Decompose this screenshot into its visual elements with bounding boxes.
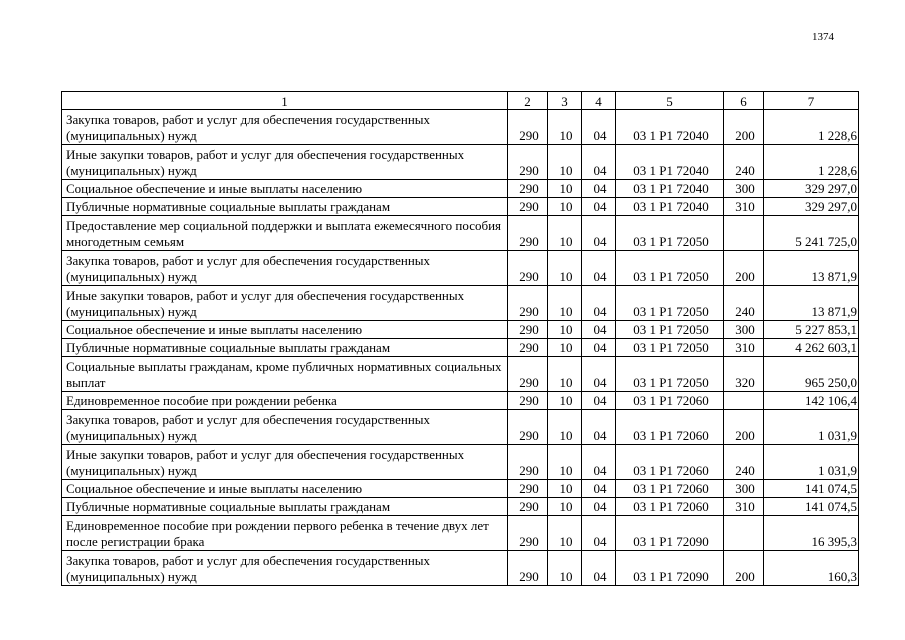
row-code-cell: 290 (508, 516, 548, 551)
table-row (62, 198, 859, 216)
row-code-cell: 290 (508, 551, 548, 586)
table-row (62, 392, 859, 410)
row-expense-type-cell (724, 392, 764, 410)
row-code-cell: 290 (508, 251, 548, 286)
row-subsection-cell: 04 (582, 516, 616, 551)
table-row (62, 516, 859, 551)
row-target-article-cell: 03 1 P1 72040 (616, 145, 724, 180)
table-row (62, 110, 859, 145)
row-code-cell: 290 (508, 392, 548, 410)
table-row (62, 551, 859, 586)
row-section-cell: 10 (548, 498, 582, 516)
row-expense-type-cell: 300 (724, 321, 764, 339)
row-subsection-cell: 04 (582, 410, 616, 445)
row-name-cell: Социальные выплаты гражданам, кроме публичных нормативных социальных выплат (62, 357, 508, 392)
row-code-cell: 290 (508, 339, 548, 357)
row-amount-cell: 141 074,5 (764, 480, 859, 498)
row-name-cell: Социальное обеспечение и иные выплаты населению (62, 321, 508, 339)
row-amount-cell: 1 228,6 (764, 110, 859, 145)
row-amount-cell: 142 106,4 (764, 392, 859, 410)
row-target-article-cell: 03 1 P1 72040 (616, 180, 724, 198)
row-section-cell: 10 (548, 516, 582, 551)
table-row (62, 480, 859, 498)
row-name-cell: Публичные нормативные социальные выплаты гражданам (62, 498, 508, 516)
row-subsection-cell: 04 (582, 145, 616, 180)
row-name-cell: Закупка товаров, работ и услуг для обеспечения государственных (муниципальных) нужд (62, 251, 508, 286)
row-expense-type-cell: 310 (724, 339, 764, 357)
row-amount-cell: 141 074,5 (764, 498, 859, 516)
row-amount-cell: 13 871,9 (764, 286, 859, 321)
row-name-cell: Социальное обеспечение и иные выплаты населению (62, 480, 508, 498)
row-code-cell: 290 (508, 445, 548, 480)
row-expense-type-cell (724, 516, 764, 551)
row-section-cell: 10 (548, 216, 582, 251)
table-row (62, 339, 859, 357)
row-amount-cell: 5 241 725,0 (764, 216, 859, 251)
table-row (62, 410, 859, 445)
row-amount-cell: 1 228,6 (764, 145, 859, 180)
row-name-cell: Социальное обеспечение и иные выплаты населению (62, 180, 508, 198)
row-target-article-cell: 03 1 P1 72050 (616, 339, 724, 357)
row-target-article-cell: 03 1 P1 72050 (616, 357, 724, 392)
row-amount-cell: 1 031,9 (764, 410, 859, 445)
row-subsection-cell: 04 (582, 180, 616, 198)
header-row (62, 92, 859, 110)
column-header: 4 (582, 92, 616, 110)
column-header: 1 (62, 92, 508, 110)
row-subsection-cell: 04 (582, 321, 616, 339)
row-subsection-cell: 04 (582, 110, 616, 145)
table-row (62, 498, 859, 516)
row-section-cell: 10 (548, 551, 582, 586)
row-amount-cell: 16 395,3 (764, 516, 859, 551)
row-section-cell: 10 (548, 321, 582, 339)
row-name-cell: Иные закупки товаров, работ и услуг для обеспечения государственных (муниципальных) нужд (62, 145, 508, 180)
row-section-cell: 10 (548, 392, 582, 410)
budget-table (61, 91, 859, 586)
row-subsection-cell: 04 (582, 339, 616, 357)
row-code-cell: 290 (508, 498, 548, 516)
column-header: 3 (548, 92, 582, 110)
row-expense-type-cell: 310 (724, 198, 764, 216)
row-target-article-cell: 03 1 P1 72040 (616, 110, 724, 145)
row-subsection-cell: 04 (582, 551, 616, 586)
row-amount-cell: 4 262 603,1 (764, 339, 859, 357)
row-amount-cell: 13 871,9 (764, 251, 859, 286)
row-name-cell: Публичные нормативные социальные выплаты гражданам (62, 339, 508, 357)
row-name-cell: Публичные нормативные социальные выплаты гражданам (62, 198, 508, 216)
row-target-article-cell: 03 1 P1 72060 (616, 445, 724, 480)
row-subsection-cell: 04 (582, 251, 616, 286)
row-section-cell: 10 (548, 251, 582, 286)
row-code-cell: 290 (508, 198, 548, 216)
row-code-cell: 290 (508, 216, 548, 251)
row-section-cell: 10 (548, 180, 582, 198)
row-section-cell: 10 (548, 357, 582, 392)
row-code-cell: 290 (508, 410, 548, 445)
row-subsection-cell: 04 (582, 498, 616, 516)
row-target-article-cell: 03 1 P1 72050 (616, 251, 724, 286)
table-row (62, 251, 859, 286)
row-subsection-cell: 04 (582, 216, 616, 251)
table-row (62, 357, 859, 392)
row-expense-type-cell (724, 216, 764, 251)
table-row (62, 445, 859, 480)
row-code-cell: 290 (508, 357, 548, 392)
row-amount-cell: 1 031,9 (764, 445, 859, 480)
row-name-cell: Иные закупки товаров, работ и услуг для обеспечения государственных (муниципальных) нужд (62, 286, 508, 321)
row-name-cell: Единовременное пособие при рождении ребенка (62, 392, 508, 410)
row-expense-type-cell: 200 (724, 110, 764, 145)
row-name-cell: Иные закупки товаров, работ и услуг для обеспечения государственных (муниципальных) нужд (62, 445, 508, 480)
row-amount-cell: 965 250,0 (764, 357, 859, 392)
row-expense-type-cell: 240 (724, 445, 764, 480)
page-number: 1374 (812, 31, 834, 43)
row-expense-type-cell: 300 (724, 180, 764, 198)
table-row (62, 321, 859, 339)
row-name-cell: Закупка товаров, работ и услуг для обеспечения государственных (муниципальных) нужд (62, 110, 508, 145)
column-header: 5 (616, 92, 724, 110)
row-section-cell: 10 (548, 339, 582, 357)
table-row (62, 145, 859, 180)
row-subsection-cell: 04 (582, 286, 616, 321)
row-target-article-cell: 03 1 P1 72040 (616, 198, 724, 216)
row-subsection-cell: 04 (582, 480, 616, 498)
row-code-cell: 290 (508, 145, 548, 180)
row-name-cell: Закупка товаров, работ и услуг для обеспечения государственных (муниципальных) нужд (62, 410, 508, 445)
column-header: 2 (508, 92, 548, 110)
row-code-cell: 290 (508, 110, 548, 145)
row-section-cell: 10 (548, 410, 582, 445)
table-row (62, 286, 859, 321)
row-target-article-cell: 03 1 P1 72060 (616, 392, 724, 410)
column-header: 7 (764, 92, 859, 110)
row-target-article-cell: 03 1 P1 72060 (616, 410, 724, 445)
row-target-article-cell: 03 1 P1 72050 (616, 286, 724, 321)
row-target-article-cell: 03 1 P1 72060 (616, 480, 724, 498)
row-target-article-cell: 03 1 P1 72050 (616, 216, 724, 251)
row-target-article-cell: 03 1 P1 72050 (616, 321, 724, 339)
row-name-cell: Единовременное пособие при рождении первого ребенка в течение двух лет после регистрации брака (62, 516, 508, 551)
row-code-cell: 290 (508, 480, 548, 498)
row-section-cell: 10 (548, 286, 582, 321)
row-expense-type-cell: 200 (724, 410, 764, 445)
row-name-cell: Предоставление мер социальной поддержки и выплата ежемесячного пособия многодетным семьям (62, 216, 508, 251)
row-expense-type-cell: 320 (724, 357, 764, 392)
row-code-cell: 290 (508, 321, 548, 339)
row-name-cell: Закупка товаров, работ и услуг для обеспечения государственных (муниципальных) нужд (62, 551, 508, 586)
table-row (62, 180, 859, 198)
row-amount-cell: 5 227 853,1 (764, 321, 859, 339)
row-subsection-cell: 04 (582, 198, 616, 216)
row-expense-type-cell: 300 (724, 480, 764, 498)
row-section-cell: 10 (548, 145, 582, 180)
row-target-article-cell: 03 1 P1 72060 (616, 498, 724, 516)
row-amount-cell: 160,3 (764, 551, 859, 586)
row-amount-cell: 329 297,0 (764, 180, 859, 198)
row-expense-type-cell: 310 (724, 498, 764, 516)
row-section-cell: 10 (548, 110, 582, 145)
row-section-cell: 10 (548, 445, 582, 480)
row-section-cell: 10 (548, 480, 582, 498)
row-section-cell: 10 (548, 198, 582, 216)
row-code-cell: 290 (508, 286, 548, 321)
row-subsection-cell: 04 (582, 445, 616, 480)
row-subsection-cell: 04 (582, 392, 616, 410)
row-amount-cell: 329 297,0 (764, 198, 859, 216)
row-target-article-cell: 03 1 P1 72090 (616, 516, 724, 551)
row-expense-type-cell: 200 (724, 251, 764, 286)
column-header: 6 (724, 92, 764, 110)
row-target-article-cell: 03 1 P1 72090 (616, 551, 724, 586)
row-expense-type-cell: 240 (724, 145, 764, 180)
row-expense-type-cell: 200 (724, 551, 764, 586)
table-row (62, 216, 859, 251)
row-code-cell: 290 (508, 180, 548, 198)
row-expense-type-cell: 240 (724, 286, 764, 321)
row-subsection-cell: 04 (582, 357, 616, 392)
